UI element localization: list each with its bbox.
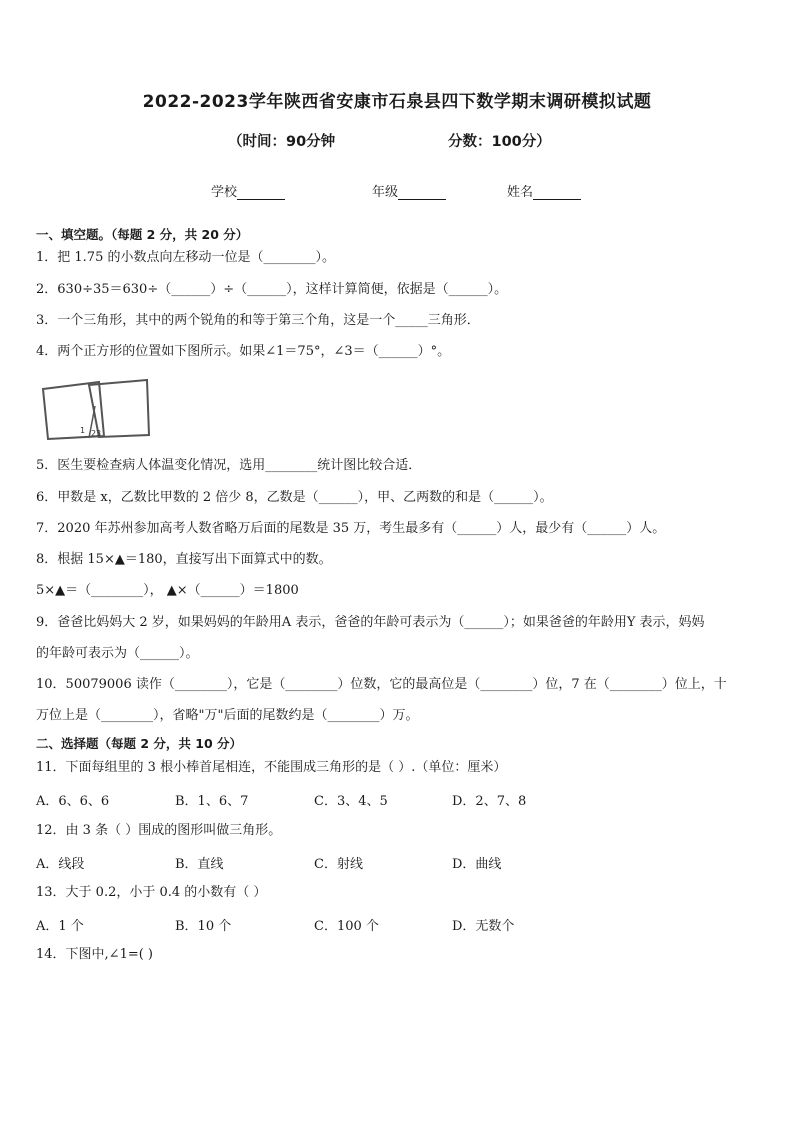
q13-option-c: C．100 个 bbox=[314, 919, 379, 934]
question-4: 4．两个正方形的位置如下图所示。如果∠1＝75°，∠3＝（______）°。 bbox=[36, 344, 451, 359]
q12-option-c: C．射线 bbox=[314, 857, 363, 872]
q13-option-a: A．1 个 bbox=[36, 919, 84, 934]
school-field bbox=[211, 181, 285, 200]
q11-option-c: C．3、4、5 bbox=[314, 794, 388, 809]
page-title: 2022-2023学年陕西省安康市石泉县四下数学期末调研模拟试题 bbox=[142, 92, 652, 112]
question-3: 3．一个三角形，其中的两个锐角的和等于第三个角，这是一个_____三角形． bbox=[36, 313, 480, 328]
grade-field bbox=[372, 181, 446, 200]
q12-option-d: D．曲线 bbox=[452, 857, 502, 872]
question-7: 7．2020 年苏州参加高考人数省略万后面的尾数是 35 万，考生最多有（______）人，最少有（______）人。 bbox=[36, 521, 666, 536]
question-8-sub: 5×▲＝（________）， ▲×（______）＝1800 bbox=[36, 583, 299, 598]
q11-option-b: B．1、6、7 bbox=[175, 794, 249, 809]
exam-time: （时间：90分钟 bbox=[228, 134, 336, 150]
angle-label-2: 2 bbox=[91, 429, 97, 438]
question-12: 12．由 3 条（ ）围成的图形叫做三角形。 bbox=[36, 823, 282, 838]
angle-label-1: 1 bbox=[80, 426, 86, 435]
name-field bbox=[507, 181, 581, 200]
question-8: 8．根据 15×▲＝180，直接写出下面算式中的数。 bbox=[36, 552, 332, 567]
angle-label-3: 3 bbox=[96, 429, 102, 438]
q13-option-b: B．10 个 bbox=[175, 919, 232, 934]
question-11: 11．下面每组里的 3 根小棒首尾相连，不能围成三角形的是（ ）.（单位：厘米） bbox=[36, 760, 507, 775]
q11-option-d: D．2、7、8 bbox=[452, 794, 527, 809]
grade-label: 年级 bbox=[372, 185, 399, 200]
question-10-line-2: 万位上是（________），省略"万"后面的尾数约是（________）万。 bbox=[36, 708, 419, 723]
question-10-line-1: 10．50079006 读作（________），它是（________）位数，它的最高位是（________）位，7 在（________）位上，十 bbox=[36, 677, 727, 692]
question-2: 2．630÷35＝630÷（______）÷（______），这样计算简便，依据是（______）。 bbox=[36, 282, 508, 297]
grade-blank bbox=[398, 187, 446, 200]
section-fill-in: 一、填空题。（每题 2 分，共 20 分） bbox=[36, 227, 249, 242]
school-label: 学校 bbox=[211, 185, 238, 200]
question-9-line-1: 9．爸爸比妈妈大 2 岁，如果妈妈的年龄用A 表示，爸爸的年龄可表示为（______）；如果爸爸的年龄用Y 表示，妈妈 bbox=[36, 615, 705, 630]
two-squares-figure bbox=[40, 378, 152, 440]
q13-option-d: D．无数个 bbox=[452, 919, 515, 934]
name-blank bbox=[533, 187, 581, 200]
question-5: 5．医生要检查病人体温变化情况，选用________统计图比较合适． bbox=[36, 458, 422, 473]
q12-option-a: A．线段 bbox=[36, 857, 85, 872]
question-13: 13．大于 0.2，小于 0.4 的小数有（ ） bbox=[36, 885, 267, 900]
school-blank bbox=[237, 187, 285, 200]
question-14: 14．下图中,∠1=( ) bbox=[36, 947, 154, 962]
q12-option-b: B．直线 bbox=[175, 857, 224, 872]
question-1: 1．把 1.75 的小数点向左移动一位是（________）。 bbox=[36, 250, 335, 265]
section-multiple-choice: 二、选择题（每题 2 分，共 10 分） bbox=[36, 736, 243, 751]
exam-score: 分数：100分） bbox=[448, 134, 551, 150]
q11-option-a: A．6、6、6 bbox=[36, 794, 110, 809]
question-6: 6．甲数是 x，乙数比甲数的 2 倍少 8，乙数是（______），甲、乙两数的和是（______）。 bbox=[36, 490, 553, 505]
name-label: 姓名 bbox=[507, 185, 534, 200]
question-9-line-2: 的年龄可表示为（______）。 bbox=[36, 646, 199, 661]
